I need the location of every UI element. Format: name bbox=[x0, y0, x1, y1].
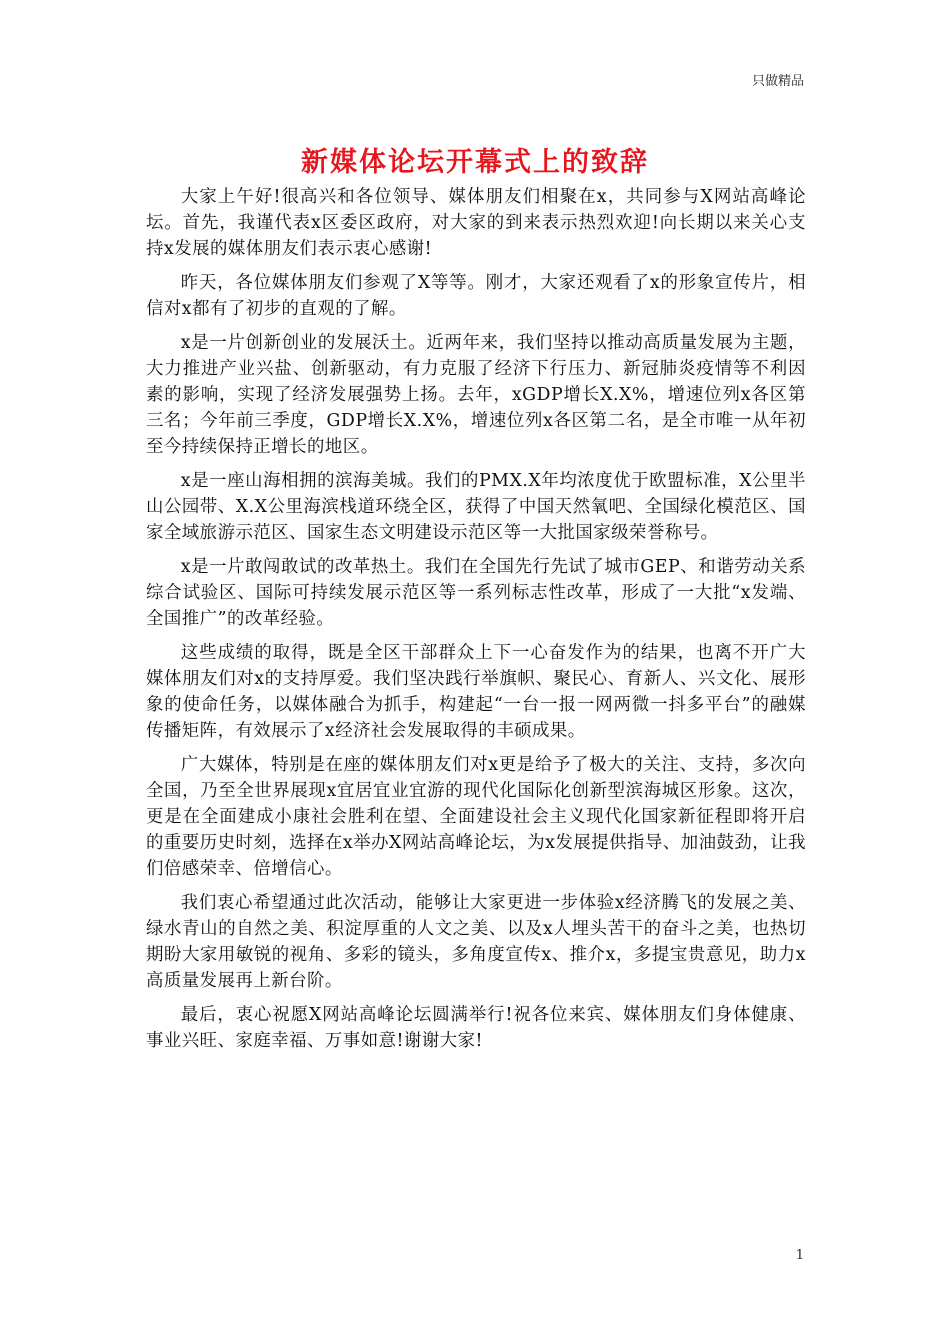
paragraph: 我们衷心希望通过此次活动，能够让大家更进一步体验x经济腾飞的发展之美、绿水青山的自然之美、积淀厚重的人文之美、以及x人埋头苦干的奋斗之美，也热切期盼大家用敏锐的视角、多彩的镜头，多角度宣传x、推介x，多提宝贵意见，助力x高质量发展再上新台阶。 bbox=[146, 893, 806, 991]
header-note: 只做精品 bbox=[751, 74, 804, 89]
paragraph: x是一片敢闯敢试的改革热土。我们在全国先行先试了城市GEP、和谐劳动关系综合试验区、国际可持续发展示范区等一系列标志性改革，形成了一大批“x发端、全国推广”的改革经验。 bbox=[146, 557, 806, 629]
paragraph: x是一片创新创业的发展沃土。近两年来，我们坚持以推动高质量发展为主题，大力推进产业兴盐、创新驱动，有力克服了经济下行压力、新冠肺炎疫情等不利因素的影响，实现了经济发展强势上扬。去年，xGDP增长X.X%，增速位列x各区第三名；今年前三季度，GDP增长X.X%，增速位列x各区第二名，是全市唯一从年初至今持续保持正增长的地区。 bbox=[146, 333, 806, 457]
paragraph: 广大媒体，特别是在座的媒体朋友们对x更是给予了极大的关注、支持，多次向全国，乃至全世界展现x宜居宜业宜游的现代化国际化创新型滨海城区形象。这次，更是在全面建成小康社会胜利在望、全面建设社会主义现代化国家新征程即将开启的重要历史时刻，选择在x举办X网站高峰论坛，为x发展提供指导、加油鼓劲，让我们倍感荣幸、倍增信心。 bbox=[146, 755, 806, 879]
paragraph: 昨天，各位媒体朋友们参观了X等等。刚才，大家还观看了x的形象宣传片，相信对x都有了初步的直观的了解。 bbox=[146, 273, 806, 319]
paragraph: 大家上午好!很高兴和各位领导、媒体朋友们相聚在x，共同参与X网站高峰论坛。首先，我谨代表x区委区政府，对大家的到来表示热烈欢迎!向长期以来关心支持x发展的媒体朋友们表示衷心感谢! bbox=[146, 187, 806, 259]
paragraph: 这些成绩的取得，既是全区干部群众上下一心奋发作为的结果，也离不开广大媒体朋友们对x的支持厚爱。我们坚决践行举旗帜、聚民心、育新人、兴文化、展形象的使命任务，以媒体融合为抓手，构建起“一台一报一网两微一抖多平台”的融媒传播矩阵，有效展示了x经济社会发展取得的丰硕成果。 bbox=[146, 643, 806, 741]
paragraph: 最后，衷心祝愿X网站高峰论坛圆满举行!祝各位来宾、媒体朋友们身体健康、事业兴旺、家庭幸福、万事如意!谢谢大家! bbox=[146, 1005, 806, 1051]
paragraph: x是一座山海相拥的滨海美城。我们的PMX.X年均浓度优于欧盟标准，X公里半山公园带、X.X公里海滨栈道环绕全区，获得了中国天然氧吧、全国绿化模范区、国家全域旅游示范区、国家生态文明建设示范区等一大批国家级荣誉称号。 bbox=[146, 471, 806, 543]
document-body bbox=[146, 184, 806, 1062]
document-title: 新媒体论坛开幕式上的致辞 bbox=[301, 147, 649, 178]
page-number: 1 bbox=[795, 1248, 804, 1263]
